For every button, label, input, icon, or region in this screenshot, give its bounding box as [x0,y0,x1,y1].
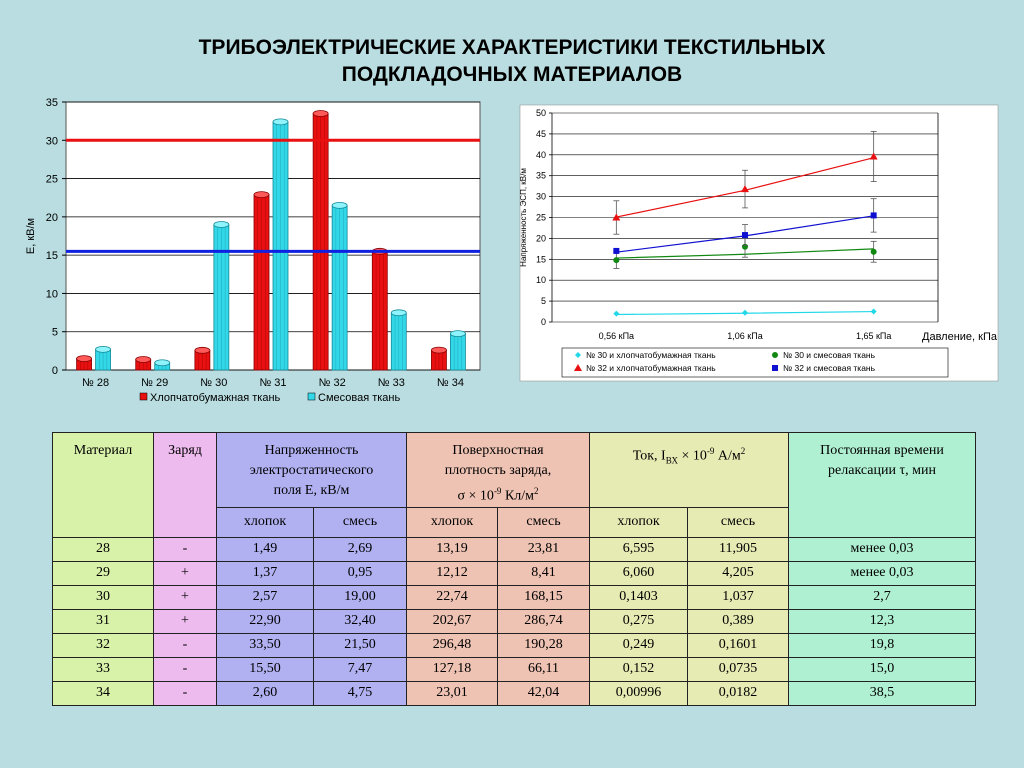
table-cell: 0,0735 [688,657,789,681]
bar-cap [313,110,328,116]
legend-label: № 32 и хлопчатобумажная ткань [586,363,716,373]
table-cell: менее 0,03 [789,537,976,561]
legend-marker [772,352,778,358]
y-tick-label: 25 [45,173,58,186]
table-cell: - [154,633,217,657]
table-cell: 33 [53,657,154,681]
bar-cap [155,360,170,366]
y-tick-label: 45 [535,128,546,139]
header-current: Ток, $I_{ВХ} \times 10^{-9}$ $А/м^2$ [590,433,789,508]
table-row [53,585,976,609]
y-tick-label: 0 [51,365,58,377]
table-cell: 11,905 [688,537,789,561]
table-cell: 168,15 [498,585,590,609]
y-tick-label: 10 [45,288,58,301]
legend-label: Смесовая ткань [318,392,401,404]
table-cell: 2,7 [789,585,976,609]
y-tick-label: 20 [535,233,546,244]
bar-cap [431,347,446,353]
table-row [53,657,976,681]
table-cell: 0,00996 [590,681,688,705]
table-cell: 12,3 [789,609,976,633]
data-point [613,248,619,254]
table-cell: 12,12 [407,561,498,585]
table-cell: - [154,537,217,561]
table-cell: - [154,681,217,705]
x-tick-label: № 31 [259,377,287,389]
subheader-blend: смесь [314,507,407,537]
subheader-cotton: хлопок [590,507,688,537]
table-cell: 0,1403 [590,585,688,609]
bar-cap [254,192,269,198]
table-cell: 30 [53,585,154,609]
table-cell: менее 0,03 [789,561,976,585]
header-material: Материал [53,433,154,538]
bar-cap [96,346,111,352]
legend-swatch [140,393,147,400]
table-cell: 34 [53,681,154,705]
table-cell: 22,74 [407,585,498,609]
table-cell: 22,90 [217,609,314,633]
table-cell: 33,50 [217,633,314,657]
y-tick-label: 10 [535,275,546,286]
y-tick-label: 40 [535,149,546,160]
x-tick-label: 1,65 кПа [855,331,892,341]
table-cell: 66,11 [498,657,590,681]
y-axis-label: Е, кВ/м [25,217,37,255]
table-row [53,681,976,705]
x-axis-label: Давление, кПа [922,331,997,343]
data-point [613,257,619,263]
table-cell: 15,0 [789,657,976,681]
table-cell: - [154,657,217,681]
x-tick-label: № 30 [200,377,228,389]
table-cell: 2,69 [314,537,407,561]
bar-cap [273,119,288,125]
table-cell: 28 [53,537,154,561]
y-tick-label: 30 [45,135,58,148]
table-cell: 2,57 [217,585,314,609]
legend-label: № 30 и хлопчатобумажная ткань [586,350,716,360]
table-cell: 23,81 [498,537,590,561]
legend-swatch [308,393,315,400]
table-cell: 0,152 [590,657,688,681]
table-cell: 32,40 [314,609,407,633]
table-cell: 6,595 [590,537,688,561]
table-cell: 190,28 [498,633,590,657]
table-cell: 202,67 [407,609,498,633]
table-cell: 32 [53,633,154,657]
y-tick-label: 15 [535,254,546,265]
table-cell: 19,00 [314,585,407,609]
x-tick-label: № 34 [436,377,464,389]
table-cell: 21,50 [314,633,407,657]
subheader-blend: смесь [498,507,590,537]
x-tick-label: № 28 [82,377,110,389]
table-cell: 13,19 [407,537,498,561]
subheader-cotton: хлопок [217,507,314,537]
table-cell: + [154,609,217,633]
bar-cap [136,357,151,363]
y-tick-label: 20 [45,211,58,224]
table-cell: 19,8 [789,633,976,657]
table-cell: 1,49 [217,537,314,561]
y-tick-label: 30 [535,191,546,202]
table-row [53,609,976,633]
y-tick-label: 15 [45,250,58,263]
table-cell: 0,389 [688,609,789,633]
table-cell: 31 [53,609,154,633]
table-cell: 7,47 [314,657,407,681]
table-cell: 1,037 [688,585,789,609]
page-title [0,34,1024,88]
table-row [53,537,976,561]
title-line-2: ПОДКЛАДОЧНЫХ МАТЕРИАЛОВ [341,63,683,86]
bar-cap [195,347,210,353]
y-axis-label: Напряженность ЭСП, кВ/м [519,168,528,267]
table-cell: + [154,561,217,585]
header-field: Напряженность электростатического поля Е, кВ/м [217,433,407,508]
y-tick-label: 35 [45,97,58,109]
header-charge: Заряд [154,433,217,538]
subheader-cotton: хлопок [407,507,498,537]
table-cell: 23,01 [407,681,498,705]
x-tick-label: 1,06 кПа [727,331,763,341]
legend-marker [772,365,778,371]
table-cell: 2,60 [217,681,314,705]
bar-cap [450,331,465,337]
y-tick-label: 25 [535,212,546,223]
bar-chart [0,90,495,410]
table-cell: 29 [53,561,154,585]
table-row [53,561,976,585]
title-line-1: ТРИБОЭЛЕКТРИЧЕСКИЕ ХАРАКТЕРИСТИКИ ТЕКСТИЛЬНЫХ [198,36,826,59]
header-relaxation: Постоянная времени релаксации τ, мин [789,433,976,538]
x-tick-label: № 32 [318,377,346,389]
subheader-blend: смесь [688,507,789,537]
y-tick-label: 35 [535,170,546,181]
x-tick-label: 0,56 кПа [598,331,635,341]
data-table [52,432,976,706]
table-cell: 296,48 [407,633,498,657]
table-cell: 286,74 [498,609,590,633]
legend-label: № 32 и смесовая ткань [783,363,876,373]
table-cell: 1,37 [217,561,314,585]
bar-cap [332,202,347,208]
data-point [871,212,877,218]
table-cell: 0,95 [314,561,407,585]
table-cell: 0,0182 [688,681,789,705]
table-cell: 42,04 [498,681,590,705]
y-tick-label: 0 [540,317,546,327]
x-tick-label: № 29 [141,377,169,389]
table-row [53,633,976,657]
table-cell: 38,5 [789,681,976,705]
bar-cap [77,356,92,362]
bar-cap [214,222,229,228]
table-cell: 6,060 [590,561,688,585]
table-cell: 4,205 [688,561,789,585]
table-cell: 127,18 [407,657,498,681]
legend-label: № 30 и смесовая ткань [783,350,876,360]
table-cell: 15,50 [217,657,314,681]
data-point [742,232,748,238]
y-tick-label: 50 [535,108,546,118]
legend-label: Хлопчатобумажная ткань [150,392,281,404]
x-tick-label: № 33 [377,377,405,389]
table-cell: 0,249 [590,633,688,657]
table-cell: 4,75 [314,681,407,705]
y-tick-label: 5 [51,326,58,339]
y-tick-label: 5 [540,296,546,307]
table-cell: + [154,585,217,609]
line-chart [500,100,1020,385]
table-cell: 8,41 [498,561,590,585]
bar-cap [391,310,406,316]
table-cell: 0,1601 [688,633,789,657]
table-cell: 0,275 [590,609,688,633]
data-point [871,249,877,255]
header-density: Поверхностная плотность заряда, $\sigma \times 10^{-9}$ $Кл/м^2$ [407,433,590,508]
